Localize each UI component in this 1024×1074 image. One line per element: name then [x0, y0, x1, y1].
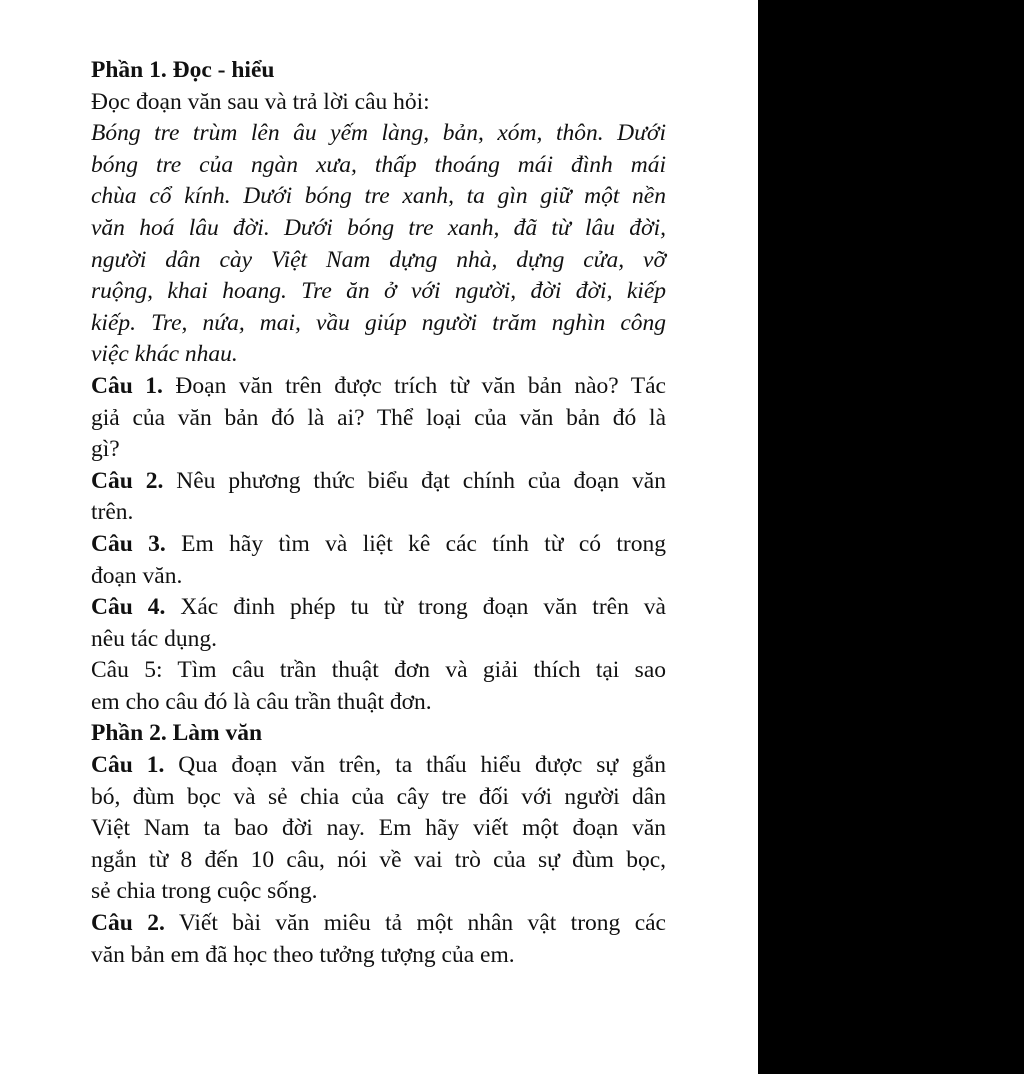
question-label: Câu 2.: [91, 910, 165, 937]
question-line: gì?: [91, 436, 120, 463]
passage-line: bóng tre của ngàn xưa, thấp thoáng mái đình mái: [91, 151, 666, 178]
part2-question-1: [91, 750, 666, 908]
question-label: Câu 1.: [91, 752, 165, 779]
question-line: giả của văn bản đó là ai? Thể loại của văn bản đó là: [91, 404, 666, 431]
question-line: [91, 371, 666, 403]
part1-question-4: [91, 592, 666, 655]
question-text: Viết bài văn miêu tả một nhân vật trong các: [164, 910, 666, 937]
question-line: nêu tác dụng.: [91, 625, 217, 652]
question-label: Câu 4.: [91, 594, 166, 621]
question-line: Việt Nam ta bao đời nay. Em hãy viết một đoạn văn: [91, 815, 666, 842]
part1-question-2: [91, 466, 666, 529]
black-margin-bar: [758, 0, 1024, 1074]
question-text: Em hãy tìm và liệt kê các tính từ có trong: [165, 530, 667, 557]
question-line: đoạn văn.: [91, 562, 183, 589]
question-label: Câu 3.: [91, 530, 166, 557]
passage-line: kiếp. Tre, nứa, mai, vầu giúp người trăm nghìn công: [91, 309, 666, 336]
question-line: em cho câu đó là câu trần thuật đơn.: [91, 688, 432, 715]
question-line: [91, 908, 666, 940]
question-text: Đoạn văn trên được trích từ văn bản nào? Tác: [162, 372, 666, 399]
part2-heading: Phần 2. Làm văn: [91, 720, 263, 747]
question-line: [91, 529, 666, 561]
part1-instruction: Đọc đoạn văn sau và trả lời câu hỏi:: [91, 88, 430, 115]
question-line: ngắn từ 8 đến 10 câu, nói về vai trò của sự đùm bọc,: [91, 846, 666, 873]
part1-heading: Phần 1. Đọc - hiểu: [91, 57, 275, 83]
part2-question-2: [91, 908, 666, 971]
document-page: [91, 55, 666, 971]
question-label: Câu 1.: [91, 372, 163, 399]
part1-question-5: [91, 655, 666, 718]
question-text: Xác đinh phép tu từ trong đoạn văn trên và: [165, 594, 666, 621]
part1-question-1: [91, 371, 666, 466]
question-text: Qua đoạn văn trên, ta thấu hiểu được sự gắn: [164, 752, 666, 779]
question-line: [91, 466, 666, 498]
question-line: Câu 5: Tìm câu trần thuật đơn và giải thích tại sao: [91, 657, 666, 684]
question-label: Câu 2.: [91, 467, 164, 494]
passage-line: việc khác nhau.: [91, 341, 238, 368]
question-line: [91, 750, 666, 782]
passage-line: ruộng, khai hoang. Tre ăn ở với người, đời đời, kiếp: [91, 278, 666, 305]
question-line: [91, 592, 666, 624]
part1-question-3: [91, 529, 666, 592]
passage-line: chùa cổ kính. Dưới bóng tre xanh, ta gìn giữ một nền: [91, 183, 666, 210]
passage-line: Bóng tre trùm lên âu yếm làng, bản, xóm, thôn. Dưới: [91, 120, 666, 147]
passage-line: người dân cày Việt Nam dựng nhà, dựng cửa, vỡ: [91, 246, 666, 273]
question-line: bó, đùm bọc và sẻ chia của cây tre đối với người dân: [91, 783, 666, 810]
question-text: Nêu phương thức biểu đạt chính của đoạn văn: [163, 467, 666, 494]
passage-line: văn hoá lâu đời. Dưới bóng tre xanh, đã từ lâu đời,: [91, 214, 666, 241]
question-line: trên.: [91, 499, 134, 526]
question-line: văn bản em đã học theo tưởng tượng của em.: [91, 941, 515, 968]
reading-passage: [91, 118, 666, 371]
question-line: sẻ chia trong cuộc sống.: [91, 878, 318, 905]
